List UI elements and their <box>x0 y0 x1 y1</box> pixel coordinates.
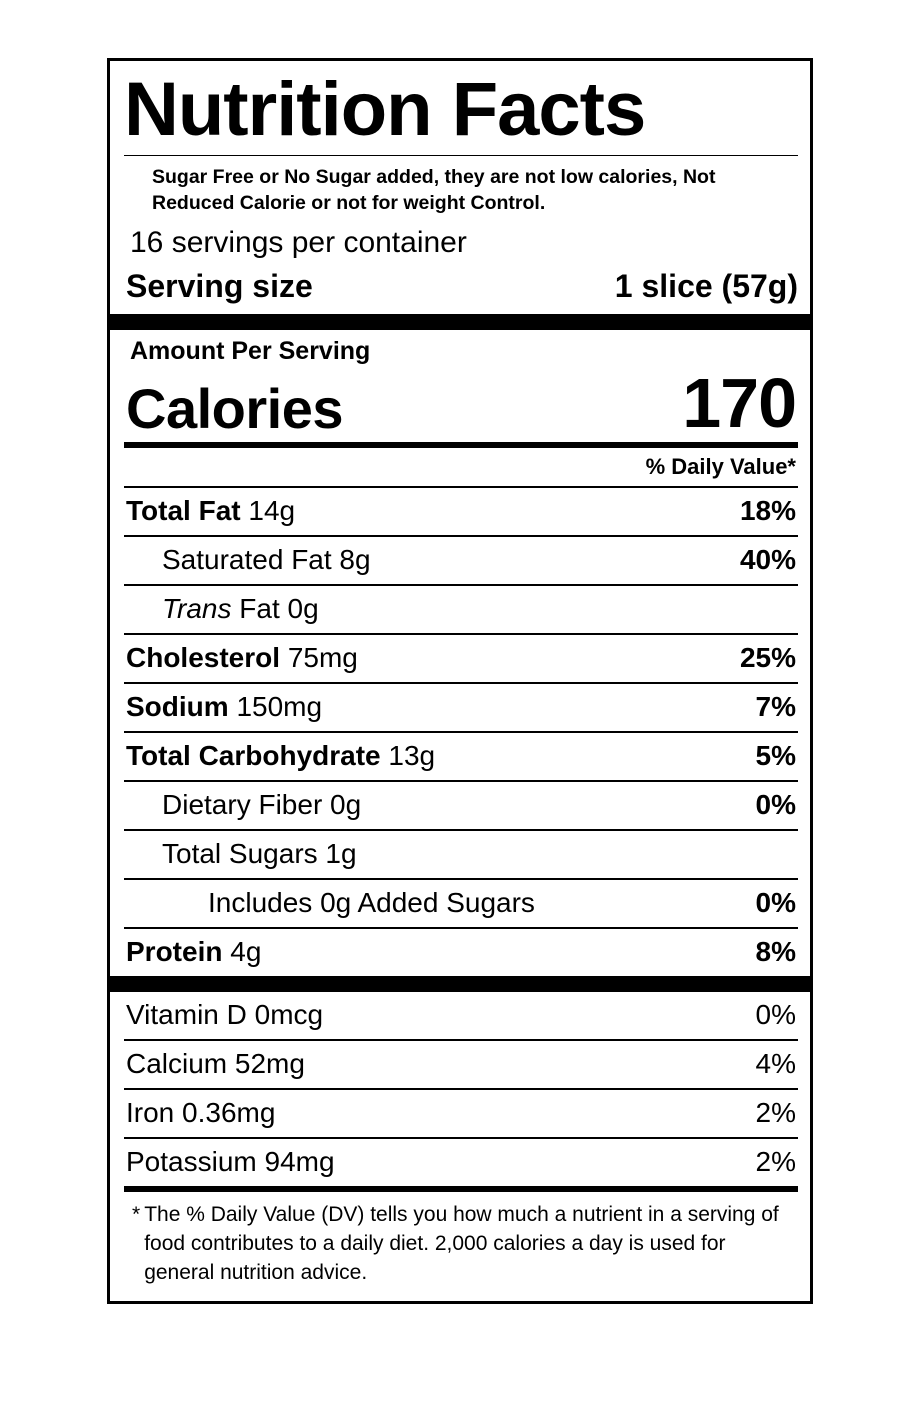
nutrient-name: Total Carbohydrate <box>126 740 381 771</box>
nutrient-row-cholesterol <box>124 633 798 682</box>
vitamin-name: Vitamin D 0mcg <box>126 999 324 1030</box>
nutrient-name: Sodium <box>126 691 229 722</box>
nutrient-name: Total Sugars 1g <box>162 838 357 869</box>
serving-size-row <box>124 262 798 314</box>
label-header <box>110 67 810 153</box>
vitamin-name: Potassium 94mg <box>126 1146 335 1177</box>
calories-label: Calories <box>126 377 343 440</box>
nutrient-dv: 40% <box>739 544 796 575</box>
nutrient-dv: 0% <box>755 789 796 820</box>
vitamin-dv: 2% <box>755 1146 796 1177</box>
nutrient-row-dietary-fiber <box>124 780 798 829</box>
vitamin-dv: 0% <box>755 999 796 1030</box>
vitamin-row-potassium <box>124 1137 798 1186</box>
nutrition-facts-label <box>107 58 813 1304</box>
sugar-disclaimer: Sugar Free or No Sugar added, they are not low calories, Not Reduced Calorie or not for weight Control. <box>152 166 716 214</box>
daily-value-footnote <box>124 1192 798 1301</box>
daily-value-header: % Daily Value* <box>645 454 796 479</box>
vitamin-name: Calcium 52mg <box>126 1048 305 1079</box>
nutrient-amount: 4g <box>230 936 262 967</box>
footnote-text: The % Daily Value (DV) tells you how much a nutrient in a serving of food contributes to a daily diet. 2,000 calories a day is used for general nutrition advice. <box>144 1203 779 1284</box>
nutrient-row-total-carbohydrate <box>124 731 798 780</box>
nutrient-row-protein <box>124 927 798 976</box>
nutrient-name: Saturated Fat 8g <box>162 544 371 575</box>
footnote-asterisk: * <box>132 1203 141 1226</box>
vitamin-dv: 2% <box>755 1097 796 1128</box>
nutrient-dv: 25% <box>739 642 796 673</box>
nutrient-name: Fat 0g <box>239 593 319 624</box>
serving-size-label: Serving size <box>126 268 313 304</box>
amount-per-serving-label: Amount Per Serving <box>130 337 371 365</box>
vitamin-row-vitamin-d <box>124 992 798 1039</box>
nutrient-amount: 150mg <box>236 691 323 722</box>
nutrient-name: Dietary Fiber 0g <box>162 789 362 820</box>
nutrient-name: Includes 0g Added Sugars <box>208 887 535 918</box>
nutrient-dv: 18% <box>739 495 796 526</box>
nutrient-row-saturated-fat <box>124 535 798 584</box>
divider-thick-1 <box>110 314 810 330</box>
nutrient-name: Protein <box>126 936 223 967</box>
vitamin-row-calcium <box>124 1039 798 1088</box>
nutrient-amount: 13g <box>388 740 436 771</box>
nutrient-dv: 7% <box>755 691 796 722</box>
nutrient-name: Total Fat <box>126 495 241 526</box>
page-title: Nutrition Facts <box>124 67 646 152</box>
nutrient-name: Cholesterol <box>126 642 281 673</box>
nutrient-amount: 14g <box>248 495 296 526</box>
divider-thick-2 <box>110 976 810 992</box>
nutrient-row-trans-fat <box>124 584 798 633</box>
vitamin-row-iron <box>124 1088 798 1137</box>
serving-size-value: 1 slice (57g) <box>614 268 798 304</box>
nutrient-row-sodium <box>124 682 798 731</box>
nutrient-dv: 0% <box>755 887 796 918</box>
calories-value: 170 <box>682 364 796 442</box>
vitamin-dv: 4% <box>755 1048 796 1079</box>
nutrient-amount: 75mg <box>287 642 358 673</box>
nutrient-dv: 5% <box>755 740 796 771</box>
calories-row <box>124 366 798 442</box>
nutrient-row-added-sugars <box>124 878 798 927</box>
nutrient-row-total-fat <box>124 486 798 535</box>
nutrient-row-total-sugars <box>124 829 798 878</box>
nutrient-name-italic: Trans <box>162 593 232 624</box>
servings-per-container: 16 servings per container <box>130 226 467 259</box>
vitamin-name: Iron 0.36mg <box>126 1097 276 1128</box>
nutrient-dv: 8% <box>755 936 796 967</box>
